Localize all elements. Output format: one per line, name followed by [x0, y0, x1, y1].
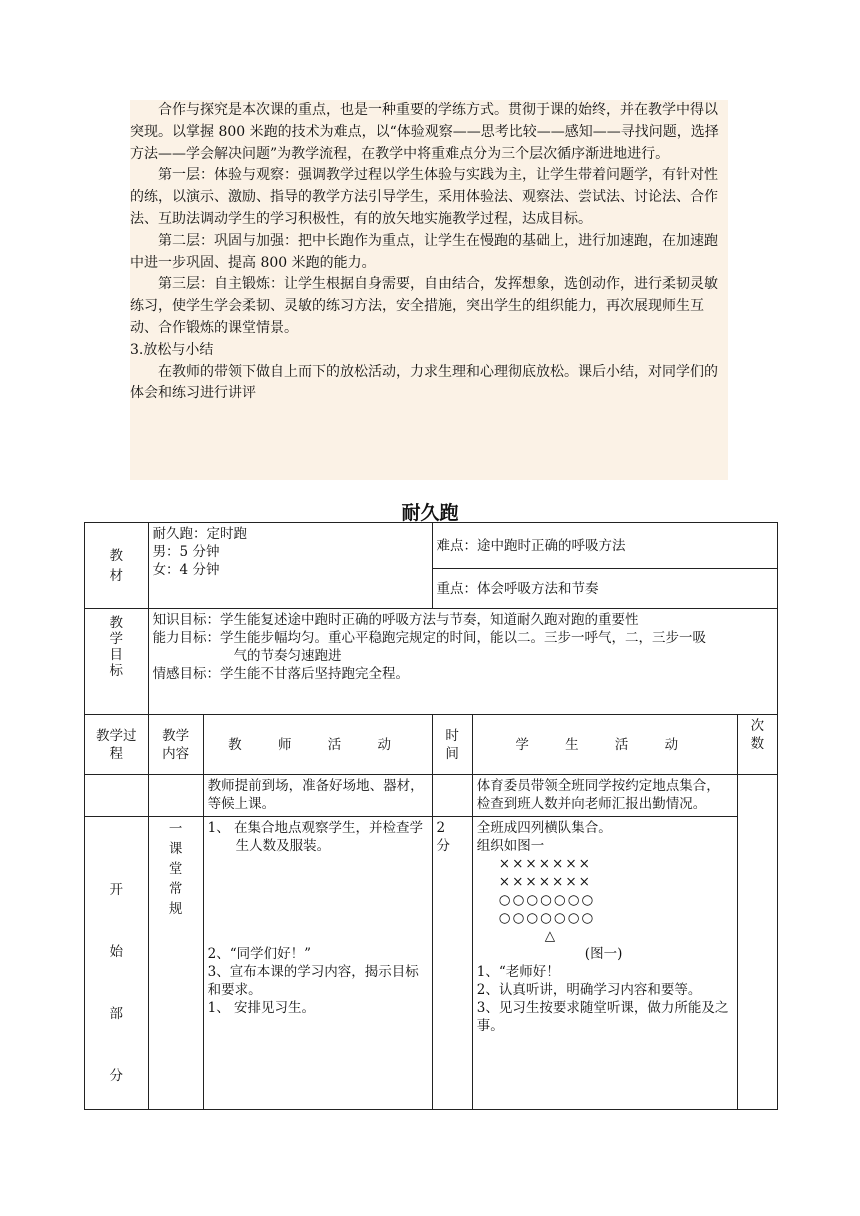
header-teacher: 教 师 活 动 [203, 715, 432, 775]
student-step: 全班成四列横队集合。 [476, 820, 612, 836]
formation-row: ○○○○○○○ [498, 892, 596, 908]
student-step: 组织如图一 [476, 838, 545, 854]
material-label-cell [85, 523, 149, 609]
material-line: 男：5 分钟 [152, 544, 220, 560]
material-line: 女：4 分钟 [152, 562, 220, 578]
pre-teacher-cell: 教师提前到场，准备好场地、器材，等候上课。 [203, 775, 432, 817]
header-time: 时间 [432, 715, 472, 775]
content-label-cell [148, 817, 203, 1110]
teacher-step: 2、“同学们好！” [207, 946, 312, 962]
formation-row: ○○○○○○○ [498, 910, 596, 926]
content-label: 一课堂常规 [168, 821, 183, 917]
table-header-row [85, 715, 778, 775]
material-line: 耐久跑：定时跑 [152, 526, 248, 542]
student-step: 1、“老师好！ [476, 964, 560, 980]
lesson-plan-table [84, 522, 778, 1110]
header-process: 教学过程 [85, 715, 149, 775]
header-count: 次数 [737, 715, 777, 775]
intro-text-block [130, 100, 728, 480]
student-step: 2、认真听讲，明确学习内容和要等。 [476, 982, 702, 998]
difficulty-cell: 难点：途中跑时正确的呼吸方法 [432, 523, 777, 569]
goal-ability: 能力目标：学生能步幅均匀。重心平稳跑完规定的时间，能以二。三步一呼气，二，三步一吸 [152, 630, 707, 646]
goal-ability-continued: 气的节奏匀速跑进 [233, 648, 342, 664]
teacher-step: 3、宣布本课的学习内容，揭示目标和要求。 [207, 964, 419, 998]
figure-caption: (图一) [584, 946, 623, 962]
formation-row: ××××××× [498, 874, 592, 890]
time-cell [432, 817, 472, 1110]
intro-paragraph: 第二层：巩固与加强：把中长跑作为重点，让学生在慢跑的基础上，进行加速跑，在加速跑中进一步巩固、提高 800 米跑的能力。 [130, 232, 718, 271]
goal-label: 教学目标 [109, 615, 124, 679]
count-cell [737, 775, 777, 1110]
header-content: 教学内容 [148, 715, 203, 775]
table-row [85, 817, 778, 1110]
teacher-step: 1、 在集合地点观察学生，并检查学生人数及服装。 [207, 820, 424, 854]
section-label: 开始部分 [109, 882, 124, 1084]
header-student: 学 生 活 动 [472, 715, 737, 775]
time-value: 2分 [436, 820, 451, 854]
formation-row: ××××××× [498, 856, 592, 872]
pre-student-cell: 体育委员带领全班同学按约定地点集合，检查到班人数并向老师汇报出勤情况。 [472, 775, 737, 817]
table-row [85, 523, 778, 569]
student-step: 3、见习生按要求随堂听课，做力所能及之事。 [476, 1000, 729, 1034]
table-row [85, 609, 778, 715]
goal-emotion: 情感目标：学生能不甘落后坚持跑完全程。 [152, 666, 410, 682]
key-point-cell: 重点：体会呼吸方法和节奏 [432, 569, 777, 609]
intro-heading: 3.放松与小结 [130, 341, 214, 358]
intro-paragraph: 第三层：自主锻炼：让学生根据自身需要，自由结合，发挥想象，选创动作，进行柔韧灵敏练习，使学生学会柔韧、灵敏的练习方法，安全措施，突出学生的组织能力，再次展现师生互动、合作锻炼的课堂情景。 [130, 276, 718, 336]
intro-paragraph: 在教师的带领下做自上而下的放松活动，力求生理和心理彻底放松。课后小结，对同学们的体会和练习进行讲评 [130, 363, 718, 402]
intro-paragraph: 合作与探究是本次课的重点，也是一种重要的学练方式。贯彻于课的始终，并在教学中得以突现。以掌握 800 米跑的技术为难点，以“体验观察——思考比较——感知——寻找问题，选择方法——学会解决问题”为教学流程，在教学中将重难点分为三个层次循序渐进地进行。 [130, 102, 719, 162]
empty-cell [432, 775, 472, 817]
material-cell [148, 523, 432, 609]
teacher-activity-cell [203, 817, 432, 1110]
intro-paragraph: 第一层：体验与观察：强调教学过程以学生体验与实践为主，让学生带着问题学，有针对性的练，以演示、激励、指导的教学方法引导学生，采用体验法、观察法、尝试法、讨论法、合作法、互助法调动学生的学习积极性，有的放矢地实施教学过程，达成目标。 [130, 167, 718, 227]
goal-cell [148, 609, 777, 715]
empty-cell [148, 775, 203, 817]
goal-label-cell [85, 609, 149, 715]
material-label: 教材 [109, 547, 124, 584]
teacher-position-icon: △ [544, 928, 556, 944]
empty-cell [85, 775, 149, 817]
table-row [85, 775, 778, 817]
student-activity-cell [472, 817, 737, 1110]
teacher-step: 1、 安排见习生。 [207, 1000, 316, 1016]
goal-knowledge: 知识目标：学生能复述途中跑时正确的呼吸方法与节奏，知道耐久跑对跑的重要性 [152, 612, 639, 628]
section-label-cell [85, 817, 149, 1110]
page-title: 耐久跑 [401, 502, 459, 524]
